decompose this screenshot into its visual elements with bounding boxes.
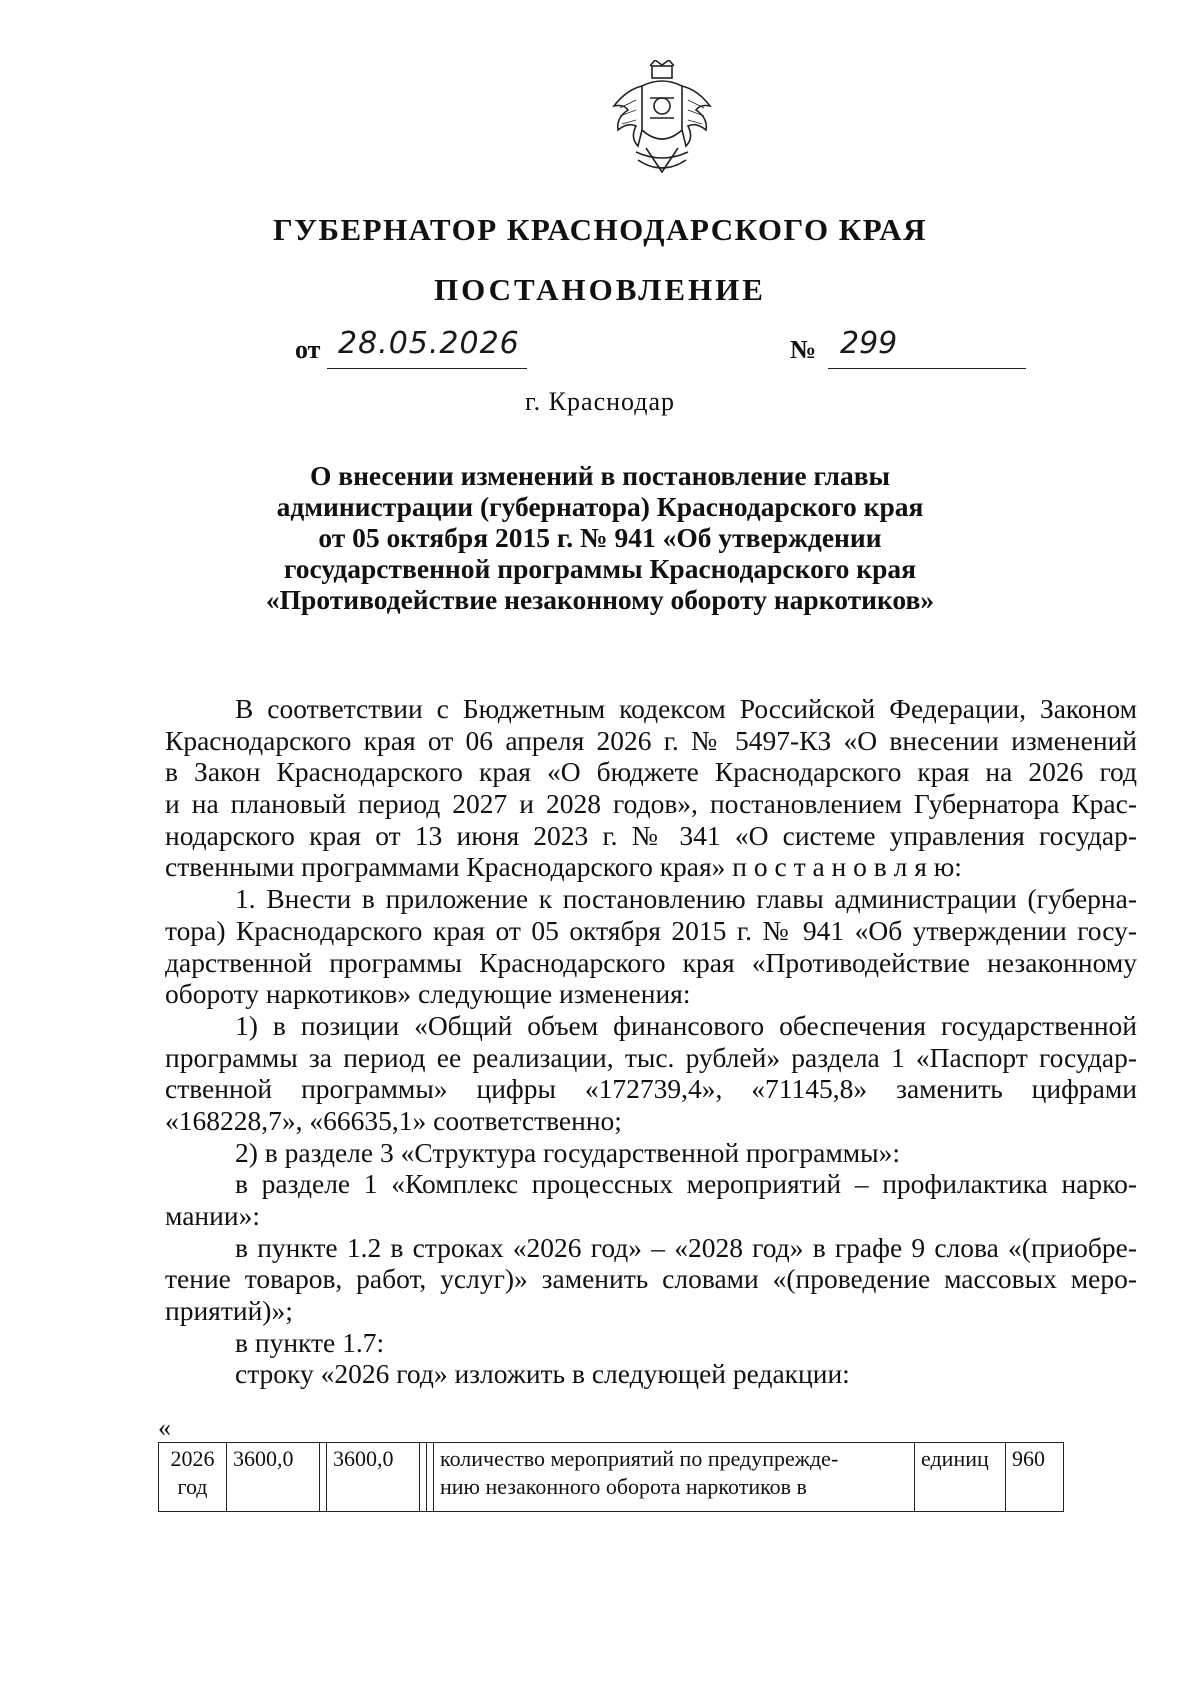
body-line: мании»:: [165, 1200, 260, 1231]
body-line: в разделе 1 «Комплекс процессных мероприятий – профилактика нарко-: [235, 1168, 1137, 1200]
body-line: тора) Краснодарского края от 05 октября 2015 г. № 941 «Об утверждении госу-: [165, 914, 1137, 946]
year-cell: [159, 1443, 227, 1512]
body-line: приятий)»;: [165, 1295, 293, 1327]
body-line: в пункте 1.7:: [235, 1326, 385, 1358]
target-value-cell: 960: [1006, 1443, 1064, 1512]
city: г. Краснодар: [524, 387, 676, 416]
body-line: и на плановый период 2027 и 2028 годов», постановлением Губернатора Крас-: [165, 788, 1137, 820]
number-underline: [828, 368, 1026, 369]
opening-quote: «: [158, 1413, 171, 1442]
body-line: 1. Внести в приложение к постановлению главы администрации (губерна-: [235, 883, 1137, 915]
body-line: обороту наркотиков» следующие изменения:: [165, 978, 691, 1010]
body-line: в пункте 1.2 в строках «2026 год» – «2028 год» в графе 9 слова «(приобре-: [235, 1231, 1137, 1263]
date-label: от: [295, 335, 321, 364]
year-line: 2026: [170, 1446, 215, 1471]
document-type: ПОСТАНОВЛЕНИЕ: [434, 272, 766, 307]
body-line: строку «2026 год» изложить в следующей редакции:: [235, 1358, 850, 1390]
body-text: [165, 693, 1137, 1390]
body-line: Краснодарского края от 06 апреля 2026 г. № 5497-КЗ «О внесении изменений: [165, 724, 1137, 756]
date-underline: [327, 368, 527, 369]
number-value: 299: [840, 326, 898, 361]
body-line: В соответствии с Бюджетным кодексом Российской Федерации, Законом: [235, 693, 1137, 724]
indicator-description-cell: [434, 1443, 915, 1512]
body-line: в Закон Краснодарского края «О бюджете Краснодарского края на 2026 год: [165, 756, 1137, 788]
issuer-title: ГУБЕРНАТОР КРАСНОДАРСКОГО КРАЯ: [272, 212, 928, 247]
body-line: ственной программы» цифры «172739,4», «71145,8» заменить цифрами: [165, 1073, 1137, 1105]
description-line: количество мероприятий по предупрежде-: [440, 1446, 839, 1471]
empty-cell: [427, 1443, 434, 1512]
resolution-heading: [160, 460, 1040, 615]
heading-line: государственной программы Краснодарского края: [283, 553, 917, 584]
body-line: дарственной программы Краснодарского края «Противодействие незаконному: [165, 946, 1137, 978]
body-line: нодарского края от 13 июня 2023 г. № 341 «О системе управления государ-: [165, 819, 1137, 851]
body-line: 2) в разделе 3 «Структура государственной программы»:: [235, 1136, 901, 1168]
body-line: тение товаров, работ, услуг)» заменить словами «(проведение массовых меро-: [165, 1263, 1137, 1295]
heading-line: от 05 октября 2015 г. № 941 «Об утверждении: [318, 522, 882, 553]
unit-cell: единиц: [915, 1443, 1006, 1512]
table-row: [159, 1443, 1064, 1512]
empty-cell: [320, 1443, 327, 1512]
number-label: №: [790, 335, 817, 364]
heading-line: администрации (губернатора) Краснодарского края: [276, 491, 924, 522]
heading-line: «Противодействие незаконному обороту наркотиков»: [265, 584, 935, 615]
amount-cell: 3600,0: [327, 1443, 420, 1512]
body-line: 1) в позиции «Общий объем финансового обеспечения государственной: [235, 1009, 1137, 1041]
date-value: 28.05.2026: [338, 326, 520, 361]
amount-cell: 3600,0: [227, 1443, 320, 1512]
year-line: год: [177, 1474, 208, 1499]
program-table-excerpt: [158, 1442, 1064, 1512]
body-line: «168228,7», «66635,1» соответственно;: [165, 1104, 622, 1136]
body-line: программы за период ее реализации, тыс. рублей» раздела 1 «Паспорт государ-: [165, 1041, 1137, 1073]
body-line: ственными программами Краснодарского края» п о с т а н о в л я ю:: [165, 851, 962, 883]
empty-cell: [420, 1443, 427, 1512]
coat-of-arms-icon: [606, 60, 718, 178]
heading-line: О внесении изменений в постановление главы: [309, 460, 891, 491]
description-line: нию незаконного оборота наркотиков в: [440, 1474, 807, 1499]
